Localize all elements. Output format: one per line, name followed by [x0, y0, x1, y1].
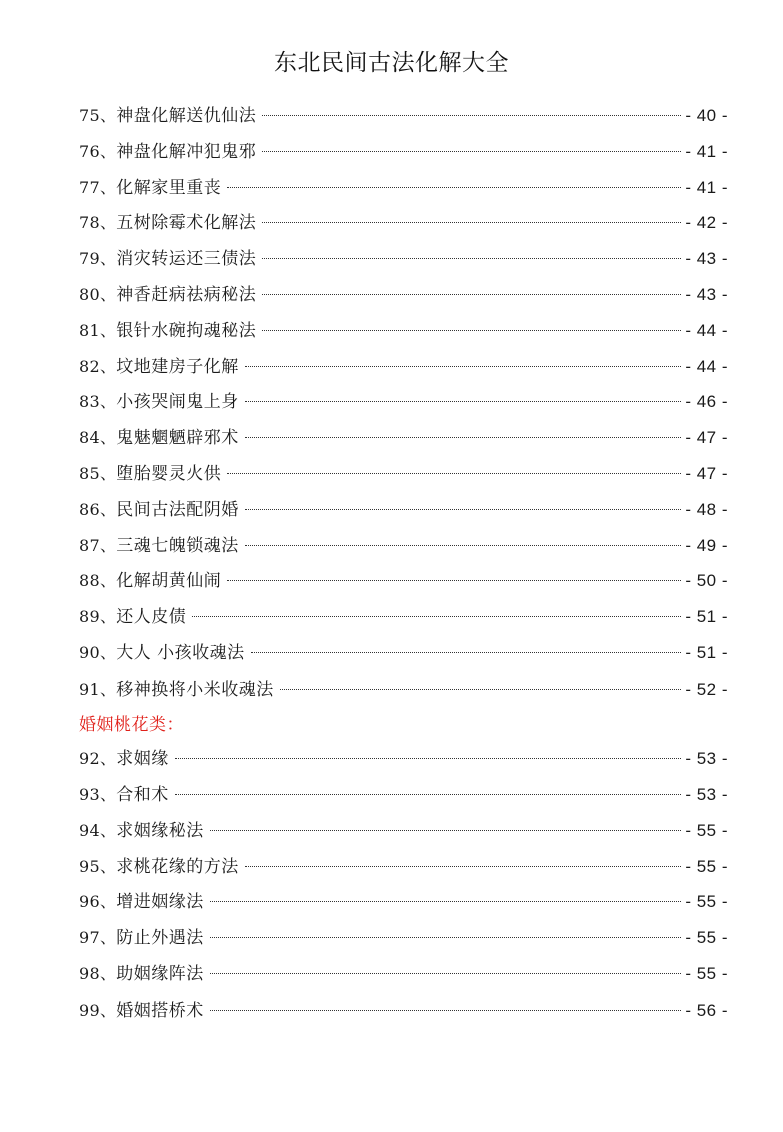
toc-entry-title: 防止外遇法 [116, 928, 204, 949]
dot-leader [262, 151, 681, 152]
toc-entry-title: 增进姻缘法 [116, 892, 204, 913]
toc-entry-title: 大人 小孩收魂法 [116, 642, 245, 663]
toc-entry-page: - 41 - [685, 177, 728, 197]
toc-entry-title: 合和术 [116, 785, 169, 806]
toc-entry-page: - 53 - [685, 785, 728, 805]
toc-entry-title: 银针水碗拘魂秘法 [116, 320, 257, 341]
dot-leader [245, 366, 682, 367]
toc-entry-page: - 47 - [685, 428, 728, 448]
toc-entry-number: 87、 [79, 535, 117, 555]
toc-entry-number: 96、 [79, 892, 117, 912]
toc-entry[interactable] [79, 741, 728, 777]
toc-entry-number: 99、 [79, 1000, 117, 1020]
toc-entry[interactable] [79, 920, 728, 956]
page-title: 东北民间古法化解大全 [274, 50, 509, 76]
toc-entry-page: - 53 - [685, 749, 728, 769]
toc-entry-title: 还人皮债 [116, 607, 187, 628]
toc-entry[interactable] [79, 777, 728, 813]
toc-entry-number: 80、 [79, 284, 117, 304]
dot-leader [175, 794, 682, 795]
toc-entry-number: 90、 [79, 642, 117, 662]
toc-entry-page: - 55 - [685, 928, 728, 948]
dot-leader [245, 401, 682, 402]
toc-entry[interactable] [79, 134, 728, 170]
dot-leader [210, 973, 682, 974]
toc-entry-page: - 55 - [685, 964, 728, 984]
toc-entry-title: 三魂七魄锁魂法 [116, 535, 239, 556]
dot-leader [227, 187, 681, 188]
dot-leader [245, 866, 682, 867]
toc-entry-number: 95、 [79, 856, 117, 876]
toc-entry-title: 化解胡黄仙闹 [116, 571, 222, 592]
toc-entry-page: - 55 - [685, 892, 728, 912]
toc-entry[interactable] [79, 384, 728, 420]
dot-leader [227, 580, 681, 581]
dot-leader [245, 545, 682, 546]
toc-entry-page: - 55 - [685, 820, 728, 840]
dot-leader [245, 437, 682, 438]
toc-entry-page: - 41 - [685, 141, 728, 161]
toc-entry[interactable] [79, 884, 728, 920]
toc-group-general [79, 98, 728, 709]
toc-entry-number: 94、 [79, 820, 117, 840]
toc-entry-page: - 42 - [685, 213, 728, 233]
toc-entry-number: 82、 [79, 356, 117, 376]
toc-entry-page: - 49 - [685, 535, 728, 555]
toc-entry-page: - 44 - [685, 356, 728, 376]
toc-entry-number: 84、 [79, 428, 117, 448]
toc-entry-title: 求桃花缘的方法 [116, 856, 239, 877]
toc-entry-page: - 51 - [685, 607, 728, 627]
dot-leader [251, 652, 682, 653]
toc-entry-page: - 48 - [685, 499, 728, 519]
toc-entry[interactable] [79, 313, 728, 349]
toc-entry[interactable] [79, 671, 728, 710]
toc-entry-title: 五树除霉术化解法 [116, 213, 257, 234]
toc-entry-title: 堕胎婴灵火供 [116, 463, 222, 484]
toc-entry-page: - 47 - [685, 463, 728, 483]
toc-entry-number: 91、 [79, 679, 117, 699]
dot-leader [280, 689, 682, 690]
toc-entry-page: - 46 - [685, 392, 728, 412]
toc-entry[interactable] [79, 849, 728, 885]
toc-entry-page: - 50 - [685, 571, 728, 591]
toc-entry-page: - 55 - [685, 856, 728, 876]
toc-entry-page: - 43 - [685, 249, 728, 269]
toc-entry-title: 求姻缘秘法 [116, 820, 204, 841]
toc-entry-title: 消灾转运还三债法 [116, 249, 257, 270]
toc-entry[interactable] [79, 420, 728, 456]
toc-entry-number: 98、 [79, 964, 117, 984]
toc-entry-title: 助姻缘阵法 [116, 964, 204, 985]
dot-leader [262, 294, 681, 295]
toc-entry-number: 75、 [79, 106, 117, 125]
toc-entry[interactable] [79, 277, 728, 313]
toc-entry-number: 77、 [79, 177, 117, 197]
dot-leader [210, 1010, 682, 1011]
toc-entry-title: 化解家里重丧 [116, 177, 222, 198]
toc-entry-number: 83、 [79, 392, 117, 412]
toc-entry-page: - 40 - [685, 106, 728, 125]
toc-entry[interactable] [79, 349, 728, 385]
toc-entry-title: 坟地建房子化解 [116, 356, 239, 377]
toc-entry-number: 93、 [79, 785, 117, 805]
toc-entry[interactable] [79, 563, 728, 599]
dot-leader [245, 509, 682, 510]
dot-leader [262, 222, 681, 223]
toc-entry-number: 81、 [79, 320, 117, 340]
dot-leader [210, 901, 682, 902]
toc-entry[interactable] [79, 813, 728, 849]
toc-entry-number: 89、 [79, 607, 117, 627]
dot-leader [210, 937, 682, 938]
toc-entry-number: 86、 [79, 499, 117, 519]
toc-entry-number: 92、 [79, 749, 117, 769]
toc-entry[interactable] [79, 956, 728, 992]
toc-entry-title: 移神换将小米收魂法 [116, 679, 274, 700]
toc-entry-page: - 52 - [685, 679, 728, 699]
toc-entry[interactable] [79, 599, 728, 635]
toc-entry-number: 88、 [79, 571, 117, 591]
toc-entry-title: 小孩哭闹鬼上身 [116, 392, 239, 413]
toc-entry[interactable] [79, 492, 728, 528]
toc-entry[interactable] [79, 205, 728, 241]
dot-leader [227, 473, 681, 474]
toc-entry[interactable] [79, 635, 728, 671]
toc-entry-page: - 44 - [685, 320, 728, 340]
toc-entry[interactable] [79, 170, 728, 206]
dot-leader [192, 616, 681, 617]
toc-entry-number: 85、 [79, 463, 117, 483]
toc-entry-number: 78、 [79, 213, 117, 233]
toc-entry[interactable] [79, 241, 728, 277]
toc-entry-page: - 43 - [685, 284, 728, 304]
toc-entry[interactable] [79, 992, 728, 1031]
toc-entry-title: 神盘化解送仇仙法 [116, 106, 257, 126]
toc-entry-number: 97、 [79, 928, 117, 948]
dot-leader [262, 258, 681, 259]
dot-leader [262, 115, 681, 116]
dot-leader [175, 758, 682, 759]
toc-entry-number: 76、 [79, 141, 117, 161]
toc-entry[interactable] [79, 528, 728, 564]
dot-leader [262, 330, 681, 331]
section-heading: 婚姻桃花类： [79, 715, 184, 736]
toc-entry[interactable] [79, 456, 728, 492]
toc-entry-page: - 51 - [685, 642, 728, 662]
toc-group-marriage [79, 741, 728, 1030]
toc-entry-title: 婚姻搭桥术 [116, 1000, 204, 1021]
dot-leader [210, 830, 682, 831]
toc-entry-title: 鬼魅魍魉辟邪术 [116, 428, 239, 449]
toc-entry-page: - 56 - [685, 1000, 728, 1020]
toc-entry-number: 79、 [79, 249, 117, 269]
toc-entry-title: 求姻缘 [116, 749, 169, 770]
toc-entry-title: 民间古法配阴婚 [116, 499, 239, 520]
table-of-contents [79, 98, 728, 1030]
toc-entry[interactable] [79, 98, 728, 134]
toc-entry-title: 神盘化解冲犯鬼邪 [116, 141, 257, 162]
toc-entry-title: 神香赶病祛病秘法 [116, 284, 257, 305]
